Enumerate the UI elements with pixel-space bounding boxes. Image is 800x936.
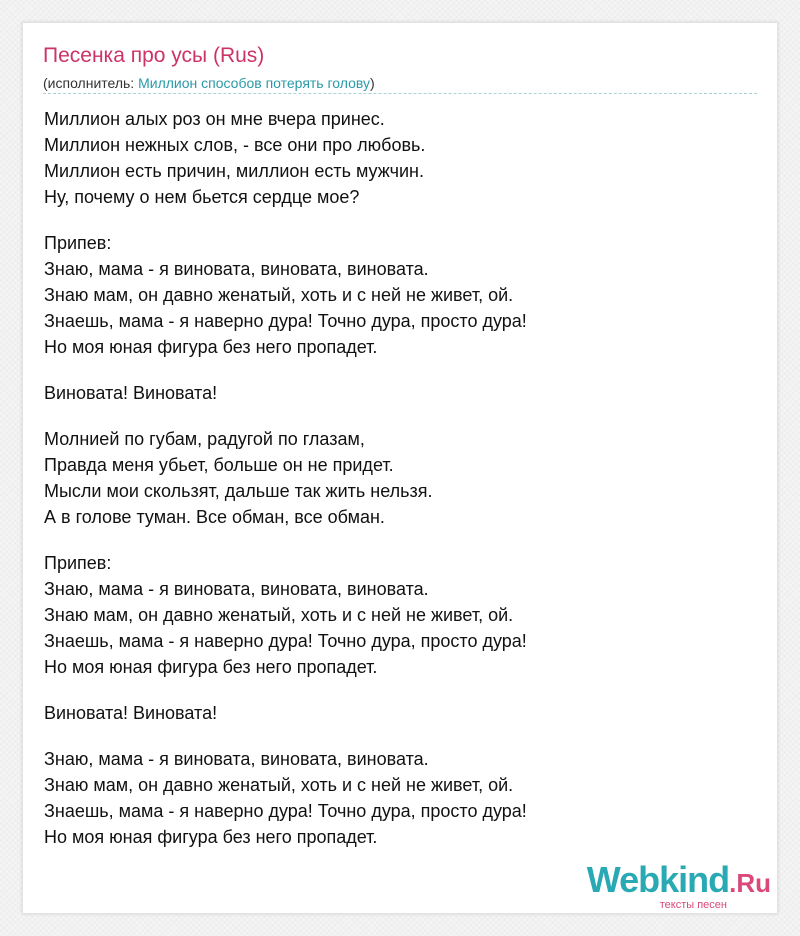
lyrics-line: Знаю мам, он давно женатый, хоть и с ней не живет, ой. <box>44 605 514 625</box>
artist-line <box>43 74 375 92</box>
lyrics-body <box>44 106 744 850</box>
logo-main-text: Webkind <box>586 859 730 900</box>
lyrics-stanza <box>44 426 744 530</box>
lyrics-line: Миллион нежных слов, - все они про любовь. <box>44 135 426 155</box>
lyrics-line: А в голове туман. Все обман, все обман. <box>44 507 385 527</box>
song-title: Песенка про усы (Rus) <box>43 44 265 67</box>
lyrics-line: Знаешь, мама - я наверно дура! Точно дура, просто дура! <box>44 631 527 651</box>
lyrics-line: Знаю, мама - я виновата, виновата, виновата. <box>44 749 429 769</box>
lyrics-line: Но моя юная фигура без него пропадет. <box>44 657 378 677</box>
lyrics-line: Мысли мои скользят, дальше так жить нельзя. <box>44 481 433 501</box>
stanza-gap <box>44 726 744 746</box>
stanza-gap <box>44 210 744 230</box>
logo-tagline: тексты песен <box>659 899 727 911</box>
lyrics-line: Припев: <box>44 553 112 573</box>
artist-link[interactable]: Миллион способов потерять голову <box>138 75 371 91</box>
stanza-gap <box>44 530 744 550</box>
stanza-gap <box>44 680 744 700</box>
logo-domain-text: .Ru <box>729 868 771 898</box>
lyrics-stanza <box>44 746 744 850</box>
lyrics-card <box>22 22 778 914</box>
artist-prefix: (исполнитель: <box>43 75 139 91</box>
lyrics-stanza <box>44 230 744 360</box>
lyrics-line: Виновата! Виновата! <box>44 383 218 403</box>
lyrics-line: Миллион есть причин, миллион есть мужчин. <box>44 161 424 181</box>
lyrics-stanza <box>44 550 744 680</box>
lyrics-line: Знаю, мама - я виновата, виновата, виновата. <box>44 259 429 279</box>
lyrics-line: Молнией по губам, радугой по глазам, <box>44 429 365 449</box>
lyrics-line: Знаешь, мама - я наверно дура! Точно дура, просто дура! <box>44 801 527 821</box>
lyrics-line: Знаю, мама - я виновата, виновата, виновата. <box>44 579 429 599</box>
lyrics-line: Припев: <box>44 233 112 253</box>
title-divider <box>43 93 757 94</box>
lyrics-stanza <box>44 380 744 406</box>
stanza-gap <box>44 406 744 426</box>
stanza-gap <box>44 360 744 380</box>
lyrics-line: Но моя юная фигура без него пропадет. <box>44 337 378 357</box>
lyrics-line: Знаю мам, он давно женатый, хоть и с ней не живет, ой. <box>44 285 514 305</box>
lyrics-line: Но моя юная фигура без него пропадет. <box>44 827 378 847</box>
lyrics-line: Правда меня убьет, больше он не придет. <box>44 455 394 475</box>
lyrics-line: Миллион алых роз он мне вчера принес. <box>44 109 385 129</box>
lyrics-line: Ну, почему о нем бьется сердце мое? <box>44 187 360 207</box>
lyrics-stanza <box>44 106 744 210</box>
site-logo[interactable] <box>571 861 771 911</box>
lyrics-line: Виновата! Виновата! <box>44 703 218 723</box>
artist-suffix: ) <box>370 75 375 91</box>
lyrics-line: Знаешь, мама - я наверно дура! Точно дура, просто дура! <box>44 311 527 331</box>
lyrics-stanza <box>44 700 744 726</box>
lyrics-line: Знаю мам, он давно женатый, хоть и с ней не живет, ой. <box>44 775 514 795</box>
